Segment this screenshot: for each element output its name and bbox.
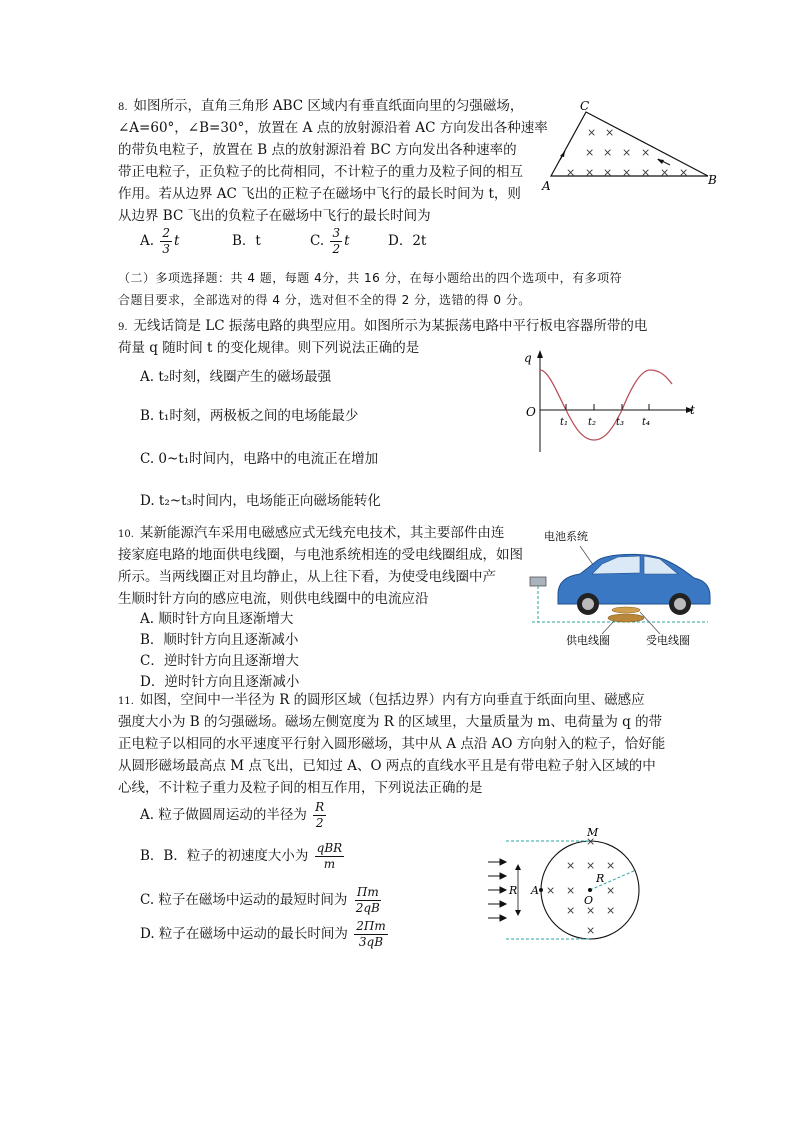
q10-plug-box xyxy=(530,577,546,586)
svg-text:×: × xyxy=(622,146,632,159)
svg-text:×: × xyxy=(587,126,597,139)
q11-label-a: A xyxy=(531,884,539,897)
q9-number: 9. xyxy=(118,322,128,333)
q10-option-c[interactable]: C．逆时针方向且逐渐增大 xyxy=(140,653,299,669)
svg-text:×: × xyxy=(605,126,615,139)
q11-label-r: R xyxy=(596,872,605,885)
q11-line-4: 从圆形磁场最高点 M 点飞出，已知过 A、O 两点的直线水平且是有带电粒子射入区域的中 xyxy=(118,758,656,774)
q8-number: 8. xyxy=(118,102,128,113)
q10-label-supply: 供电线圈 xyxy=(566,634,610,647)
section-2-header-line-1: （二）多项选择题：共 4 题，每题 4分，共 16 分，在每小题给出的四个选项中，有多项符 xyxy=(118,271,623,285)
q10-option-a[interactable]: A. 顺时针方向且逐渐增大 xyxy=(140,611,294,627)
q10-line-2: 接家庭电路的地面供电线圈，与电池系统相连的受电线圈组成，如图 xyxy=(118,547,523,563)
q9-line-1: 9. 无线话筒是 LC 振荡电路的典型应用。如图所示为某振荡电路中平行板电容器所带的电 xyxy=(118,318,648,334)
q11-field-crosses xyxy=(546,835,615,937)
q9-axis-q: q xyxy=(524,351,532,365)
q9-tick-t3: t₃ xyxy=(616,417,625,428)
q11-incoming-arrows xyxy=(488,859,506,921)
q8-option-c[interactable]: C. $\frac{3}{2}$ t xyxy=(310,226,350,256)
q9-tick-t2: t₂ xyxy=(588,417,597,428)
q9-option-b[interactable]: B. t₁时刻，两极板之间的电场能最少 xyxy=(140,408,359,424)
q10-supply-coil xyxy=(608,614,644,622)
svg-text:×: × xyxy=(606,904,616,917)
q9-oscillation-graph xyxy=(518,348,698,460)
svg-text:×: × xyxy=(546,884,556,897)
svg-text:×: × xyxy=(566,904,576,917)
q9-line-2: 荷量 q 随时间 t 的变化规律。则下列说法正确的是 xyxy=(118,340,420,356)
q8-line-3: 的带负电粒子，放置在 B 点的放射源沿着 BC 方向发出各种速率的 xyxy=(118,142,517,158)
svg-text:×: × xyxy=(606,884,616,897)
q10-receive-coil xyxy=(612,607,640,613)
svg-text:×: × xyxy=(586,835,596,848)
svg-text:×: × xyxy=(586,924,596,937)
svg-text:×: × xyxy=(641,146,651,159)
q11-line-5: 心线，不计粒子重力及粒子间的相互作用，下列说法正确的是 xyxy=(118,780,483,796)
svg-text:×: × xyxy=(566,884,576,897)
svg-text:×: × xyxy=(660,166,670,179)
q8-option-b[interactable]: B．t xyxy=(232,233,261,249)
q11-option-b[interactable]: B．B．粒子的初速度大小为 $\frac{\text{qBR}}{m}$ xyxy=(140,841,343,871)
q9-option-d[interactable]: D. t₂~t₃时间内，电场能正向磁场能转化 xyxy=(140,493,381,509)
q8-line-1: 8. 如图所示，直角三角形 ABC 区域内有垂直纸面向里的匀强磁场， xyxy=(118,98,524,114)
q11-option-c[interactable]: C. 粒子在磁场中运动的最短时间为 $\frac{\Pi m}{2qB}$ xyxy=(140,885,380,915)
q11-option-a[interactable]: A. 粒子做圆周运动的半径为 $\frac{R}{2}$ xyxy=(140,800,325,830)
q11-circle-figure xyxy=(484,822,668,946)
q8-option-a[interactable]: A. $\frac{2}{3}$ t xyxy=(140,226,180,256)
svg-text:×: × xyxy=(585,146,595,159)
svg-text:×: × xyxy=(603,166,613,179)
svg-text:×: × xyxy=(585,166,595,179)
q10-label-receive: 受电线圈 xyxy=(646,634,690,647)
q8-label-b: B xyxy=(708,173,717,187)
q11-option-b-fraction: $\frac{\text{qBR}}{m}$ xyxy=(316,841,343,871)
q10-line-4: 生顺时针方向的感应电流，则供电线圈中的电流应沿 xyxy=(118,591,429,607)
q11-number: 11. xyxy=(118,696,134,707)
q11-label-m: M xyxy=(587,826,599,839)
q11-line-1: 11. 如图，空间中一半径为 R 的圆形区域（包括边界）内有方向垂直于纸面向里、磁感应 xyxy=(118,692,645,708)
svg-text:×: × xyxy=(566,859,576,872)
svg-text:×: × xyxy=(606,859,616,872)
q9-axis-t: t xyxy=(690,403,695,417)
q11-label-r-left: R xyxy=(509,884,518,897)
q9-tick-t1: t₁ xyxy=(560,417,569,428)
q8-line-5: 作用。若从边界 AC 飞出的正粒子在磁场中飞行的最长时间为 t，则 xyxy=(118,186,521,202)
q11-option-c-fraction: $\frac{\Pi m}{2qB}$ xyxy=(355,885,380,915)
q8-option-a-fraction: $\frac{2}{3}$ xyxy=(162,226,170,256)
svg-text:×: × xyxy=(641,166,651,179)
svg-text:×: × xyxy=(622,166,632,179)
svg-text:×: × xyxy=(603,146,613,159)
q8-label-a: A xyxy=(542,179,551,193)
svg-text:×: × xyxy=(679,166,689,179)
q10-label-battery: 电池系统 xyxy=(544,530,588,543)
q9-origin: O xyxy=(526,405,536,419)
q11-label-o: O xyxy=(584,894,594,907)
q8-option-d[interactable]: D．2t xyxy=(388,233,427,249)
q11-option-d-fraction: $\frac{2\Pi m}{3qB}$ xyxy=(356,919,386,949)
svg-text:×: × xyxy=(586,904,596,917)
q10-option-b[interactable]: B．顺时针方向且逐渐减小 xyxy=(140,632,299,648)
q8-line-6: 从边界 BC 飞出的负粒子在磁场中飞行的最长时间为 xyxy=(118,208,431,224)
q11-line-2: 强度大小为 B 的匀强磁场。磁场左侧宽度为 R 的区域里，大量质量为 m、电荷量为 q 的带 xyxy=(118,714,663,730)
q8-label-c: C xyxy=(580,99,590,113)
q9-option-c[interactable]: C. 0~t₁时间内，电路中的电流正在增加 xyxy=(140,451,379,467)
q9-option-a[interactable]: A. t₂时刻，线圈产生的磁场最强 xyxy=(140,369,332,385)
q10-line-1: 10. 某新能源汽车采用电磁感应式无线充电技术，其主要部件由连 xyxy=(118,525,505,541)
q8-option-c-fraction: $\frac{3}{2}$ xyxy=(332,226,341,256)
q9-tick-t4: t₄ xyxy=(642,417,651,428)
section-2-header-line-2: 合题目要求，全部选对的得 4 分，选对但不全的得 2 分，选错的得 0 分。 xyxy=(118,293,531,307)
svg-text:×: × xyxy=(566,166,576,179)
q10-line-3: 所示。当两线圈正对且均静止，从上往下看，为使受电线圈中产 xyxy=(118,569,496,585)
svg-text:×: × xyxy=(586,859,596,872)
q11-option-d[interactable]: D. 粒子在磁场中运动的最长时间为 $\frac{2\Pi m}{3qB}$ xyxy=(140,919,386,949)
q8-line-2: ∠A=60°，∠B=30°，放置在 A 点的放射源沿着 AC 方向发出各种速率 xyxy=(118,120,548,136)
q11-option-a-fraction: $\frac{R}{2}$ xyxy=(315,800,325,830)
q8-line-4: 带正电粒子，正负粒子的比荷相同，不计粒子的重力及粒子间的相互 xyxy=(118,164,523,180)
q8-triangle-figure xyxy=(538,98,728,194)
q10-car-figure xyxy=(522,524,722,648)
q10-option-d[interactable]: D．逆时针方向且逐渐减小 xyxy=(140,674,300,690)
q11-line-3: 正电粒子以相同的水平速度平行射入圆形磁场，其中从 A 点沿 AO 方向射入的粒子，恰好能 xyxy=(118,736,666,752)
q10-number: 10. xyxy=(118,529,134,540)
